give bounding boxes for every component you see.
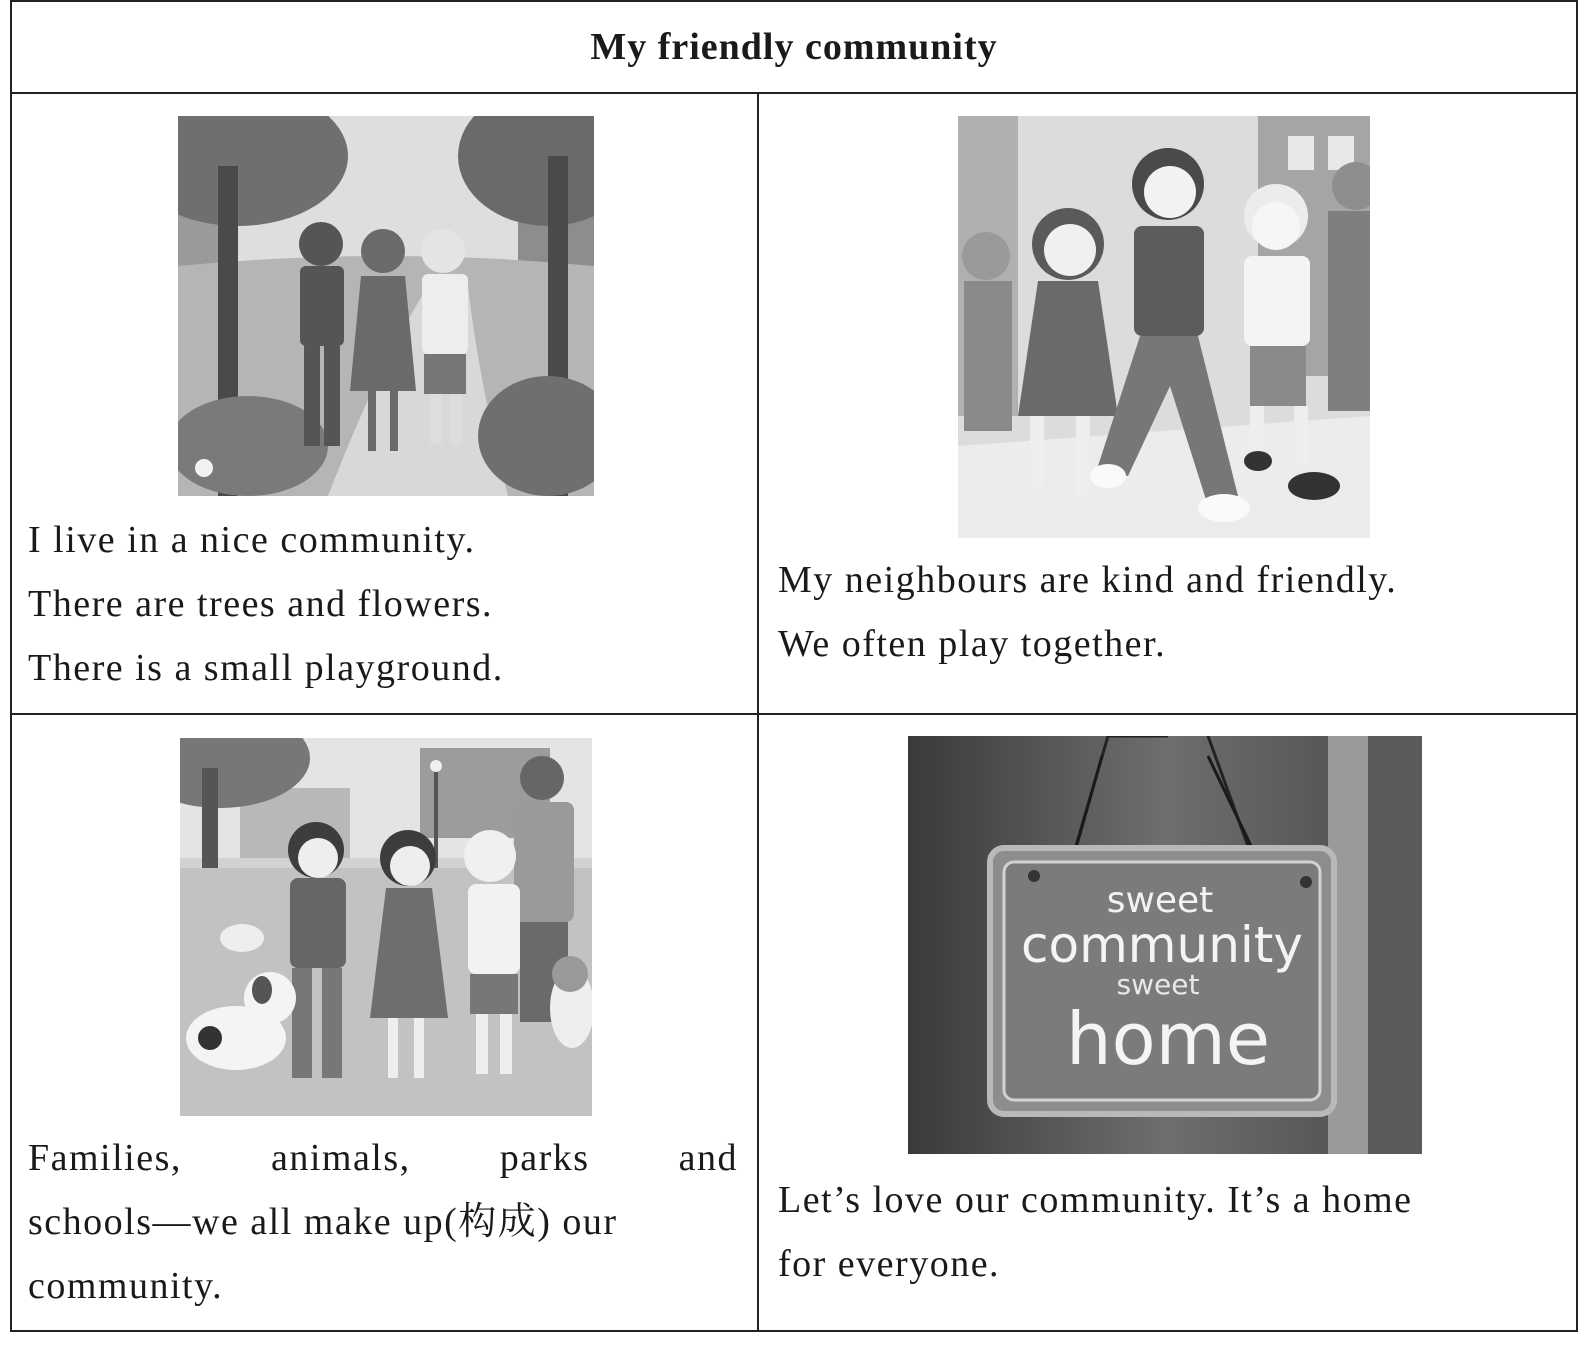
page-title: My friendly community bbox=[590, 26, 998, 68]
children-running-image bbox=[958, 116, 1370, 538]
panel-1-line-3: There is a small playground. bbox=[28, 647, 504, 689]
panel-2-line-2: We often play together. bbox=[778, 623, 1167, 665]
panel-4-line-1: Let’s love our community. It’s a home bbox=[778, 1179, 1413, 1221]
sign-text-community: community bbox=[1021, 916, 1303, 974]
panel-3-text bbox=[28, 1126, 738, 1318]
panel-3-line-1: Families, animals, parks and bbox=[28, 1137, 738, 1179]
worksheet-table bbox=[10, 0, 1578, 1332]
row-divider bbox=[12, 713, 1576, 715]
panel-4-text bbox=[778, 1168, 1568, 1296]
children-in-park-image bbox=[178, 116, 594, 496]
hanging-sign-image bbox=[908, 736, 1422, 1154]
panel-4-line-2: for everyone. bbox=[778, 1243, 1001, 1285]
panel-1-text bbox=[28, 508, 748, 700]
panel-1-line-2: There are trees and flowers. bbox=[28, 583, 494, 625]
panel-3-line-3: community. bbox=[28, 1265, 224, 1307]
sign-text-sweet-2: sweet bbox=[1116, 968, 1200, 1001]
families-with-dogs-image bbox=[180, 738, 592, 1116]
title-row bbox=[12, 2, 1576, 94]
sign-text-home: home bbox=[1065, 997, 1271, 1081]
panel-1-line-1: I live in a nice community. bbox=[28, 519, 476, 561]
panel-2-text bbox=[778, 548, 1568, 676]
panel-3-line-2: schools—we all make up(构成) our bbox=[28, 1201, 618, 1243]
sign-text-sweet-1: sweet bbox=[1106, 880, 1214, 921]
panel-2-line-1: My neighbours are kind and friendly. bbox=[778, 559, 1398, 601]
